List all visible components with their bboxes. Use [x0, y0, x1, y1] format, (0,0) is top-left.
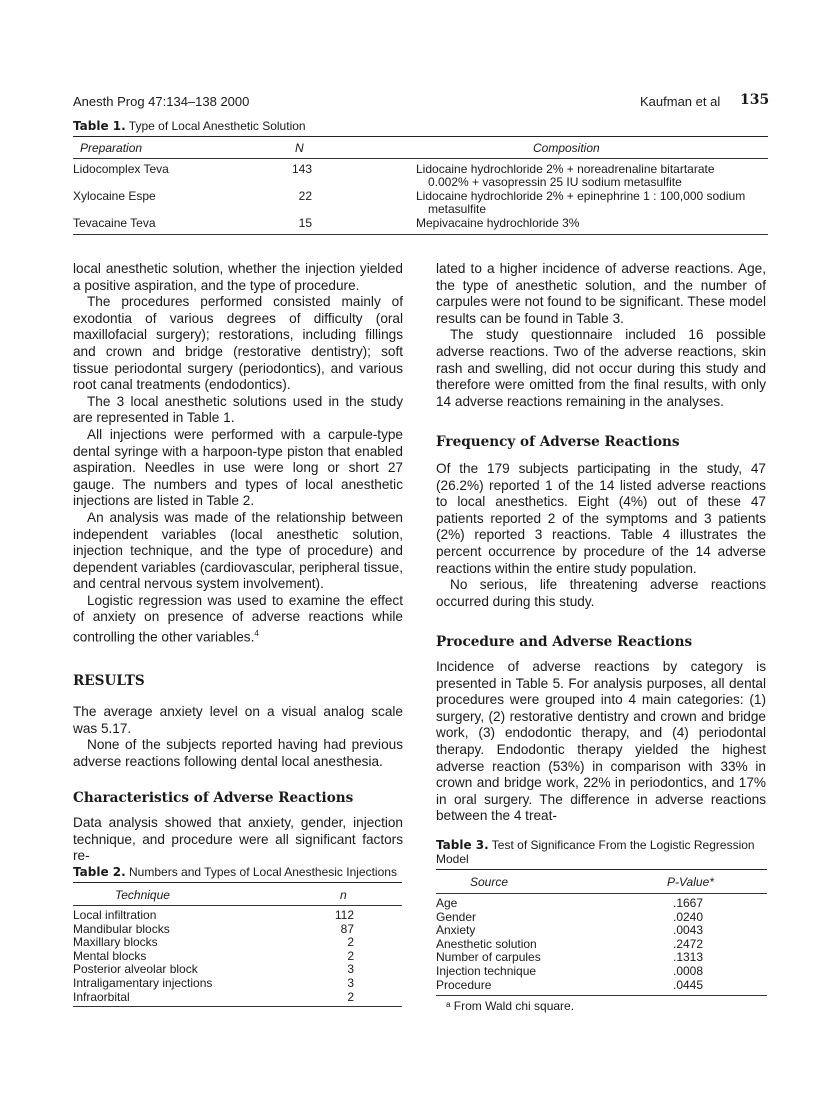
table2-cell-technique: Local infiltration: [73, 908, 157, 922]
table3-cell-pvalue: .2472: [673, 936, 704, 951]
table2-col-technique: Technique: [115, 888, 170, 902]
table3-cell-source: Age: [436, 896, 458, 910]
table2-cell-technique: Mental blocks: [73, 948, 147, 963]
paragraph: local anesthetic solution, whether the injection yielded a positive aspiration, and the type of procedure.: [73, 261, 403, 293]
table3-cell-source: Number of carpules: [436, 950, 541, 965]
paragraph: Data analysis showed that anxiety, gender, injection technique, and procedure were all significant factors re-: [73, 815, 403, 864]
table3-cell-pvalue: .0043: [673, 923, 704, 938]
paragraph: None of the subjects reported having had previous adverse reactions following dental local anesthesia.: [73, 737, 403, 769]
table3-footnote: ᵃ From Wald chi square.: [446, 999, 575, 1013]
paragraph: An analysis was made of the relationship between independent variables (local anesthetic solution, injection technique, and the type of procedure) and dependent variables (cardiovascular, peripheral tissue, and central nervous system involvement).: [73, 509, 403, 592]
table2-label: Table 2.: [73, 865, 126, 879]
table3-title: Test of Significance From the Logistic Regression Model: [436, 838, 755, 866]
table3-cell-source: Anxiety: [436, 923, 476, 938]
running-header-journal: Anesth Prog 47:134–138 2000: [73, 94, 250, 109]
paragraph: The 3 local anesthetic solutions used in the study are represented in Table 1.: [73, 393, 403, 426]
table1-cell-n: 15: [298, 216, 312, 230]
table1-cell-composition: Lidocaine hydrochloride 2% + noreadrenaline bitartarate: [416, 162, 715, 176]
table1-cell-composition: Mepivacaine hydrochloride 3%: [416, 216, 580, 230]
table3-cell-pvalue: .0008: [673, 964, 704, 978]
table2-cell-technique: Mandibular blocks: [73, 921, 170, 936]
table3-header-rule: [436, 893, 767, 894]
table1-title: Type of Local Anesthetic Solution: [128, 119, 306, 133]
left-column-methods: [73, 261, 403, 646]
table1-cell-composition-cont: 0.002% + vasopressin 25 IU sodium metasulfite: [428, 175, 682, 189]
table3-cell-pvalue: .0445: [673, 977, 704, 992]
table3-bottom-rule: [436, 995, 767, 996]
table2-cell-technique: Maxillary blocks: [73, 935, 158, 950]
table2-cell-n: 87: [340, 921, 354, 936]
page-number: 135: [740, 92, 770, 108]
table2-top-rule: [73, 882, 402, 883]
procedure-text: [436, 659, 766, 825]
table1-top-rule: [73, 136, 768, 137]
table3-cell-source: Injection technique: [436, 964, 537, 978]
frequency-heading: Frequency of Adverse Reactions: [436, 434, 680, 450]
table1-col-n: N: [295, 141, 304, 155]
right-column-text: [436, 261, 766, 410]
table1-bottom-rule: [73, 234, 768, 235]
table3-cell-pvalue: .1667: [673, 896, 704, 910]
running-header-authors: Kaufman et al: [640, 94, 721, 109]
table2-title: Numbers and Types of Local Anesthesic Injections: [129, 865, 397, 879]
table2-cell-technique: Posterior alveolar block: [73, 962, 198, 977]
table3-col-pvalue: P-Value*: [667, 875, 714, 889]
table2-cell-n: 2: [347, 935, 354, 950]
table3-cell-source: Procedure: [436, 977, 492, 992]
paragraph: [73, 593, 403, 646]
reference-superscript: 4: [254, 629, 259, 639]
table2-cell-n: 3: [347, 962, 354, 977]
frequency-text: [436, 461, 766, 610]
table2-cell-n: 2: [347, 989, 354, 1004]
table3-col-source: Source: [470, 875, 509, 889]
table1-header-rule: [73, 158, 768, 159]
table1-caption: [73, 119, 306, 133]
procedure-heading: Procedure and Adverse Reactions: [436, 634, 693, 650]
results-heading: RESULTS: [73, 673, 145, 689]
results-text: [73, 704, 403, 770]
table1-cell-composition: Lidocaine hydrochloride 2% + epinephrine 1 : 100,000 sodium: [416, 189, 746, 203]
table1-cell-preparation: Tevacaine Teva: [73, 216, 156, 230]
table1-cell-n: 143: [291, 162, 312, 176]
table2-caption: [73, 865, 397, 879]
table1-label: Table 1.: [73, 119, 126, 133]
table2-cell-technique: Infraorbital: [73, 989, 130, 1004]
paragraph: lated to a higher incidence of adverse reactions. Age, the type of anesthetic solution, and the number of carpules were not found to be significant. These model results can be found in Table 3.: [436, 261, 766, 326]
table2-header-rule: [73, 905, 402, 906]
table3-cell-source: Anesthetic solution: [436, 936, 537, 951]
paragraph-text: Logistic regression was used to examine the effect of anxiety on presence of adverse reactions while controlling the other variables.: [73, 592, 403, 645]
paragraph: Incidence of adverse reactions by category is presented in Table 5. For analysis purposes, all dental procedures were grouped into 4 main categories: (1) surgery, (2) restorative dentistry and crown and bridge work, (3) endodontic therapy, and (4) periodontal therapy. Endodontic therapy yielded the highest adverse reaction (53%) in comparison with 33% in crown and bridge work, 22% in periodontics, and 17% in oral surgery. The difference in adverse reactions between the 4 treat-: [436, 659, 766, 824]
table1-col-composition: Composition: [533, 141, 600, 155]
table3-top-rule: [436, 869, 767, 870]
paragraph: The study questionnaire included 16 possible adverse reactions. Two of the adverse reactions, skin rash and swelling, did not occur during this study and therefore were omitted from the final results, with only 14 adverse reactions remaining in the analyses.: [436, 327, 766, 409]
table1-cell-composition-cont: metasulfite: [428, 202, 487, 216]
table1-cell-n: 22: [298, 189, 312, 203]
table1-col-preparation: Preparation: [80, 141, 143, 155]
table2-cell-n: 2: [347, 948, 354, 963]
paragraph: All injections were performed with a carpule-type dental syringe with a harpoon-type piston that enabled aspiration. Needles in use were long or short 27 gauge. The numbers and types of local anesthetic injections are listed in Table 2.: [73, 426, 403, 509]
table2-cell-technique: Intraligamentary injections: [73, 976, 213, 990]
paragraph: The procedures performed consisted mainly of exodontia of various degrees of difficulty (oral maxillofacial surgery); restorations, including fillings and crown and bridge (restorative dentistry); soft tissue periodontal surgery (periodontics), and various root canal treatments (endodontics).: [73, 294, 403, 393]
table3-cell-pvalue: .0240: [673, 909, 704, 924]
table2-bottom-rule: [73, 1006, 402, 1007]
paragraph: The average anxiety level on a visual analog scale was 5.17.: [73, 704, 403, 736]
characteristics-text: [73, 815, 403, 865]
table3-cell-source: Gender: [436, 909, 477, 924]
paragraph: Of the 179 subjects participating in the study, 47 (26.2%) reported 1 of the 14 listed adverse reactions to local anesthetics. Eight (4%) out of these 47 patients reported 2 of the symptoms and 3 patients (2%) reported 3 reactions. Table 4 illustrates the percent occurrence by procedure of the 14 adverse reactions within the entire study population.: [436, 461, 766, 576]
table2-cell-n: 112: [334, 908, 354, 922]
table1-cell-preparation: Xylocaine Espe: [73, 189, 156, 203]
table3-cell-pvalue: .1313: [673, 950, 704, 965]
table2-col-n: n: [340, 888, 347, 902]
characteristics-heading: Characteristics of Adverse Reactions: [73, 790, 354, 806]
table3-caption: [436, 838, 766, 866]
table3-label: Table 3.: [436, 838, 489, 852]
paragraph: No serious, life threatening adverse reactions occurred during this study.: [436, 577, 766, 609]
table1-cell-preparation: Lidocomplex Teva: [73, 162, 169, 176]
table2-cell-n: 3: [347, 976, 354, 990]
